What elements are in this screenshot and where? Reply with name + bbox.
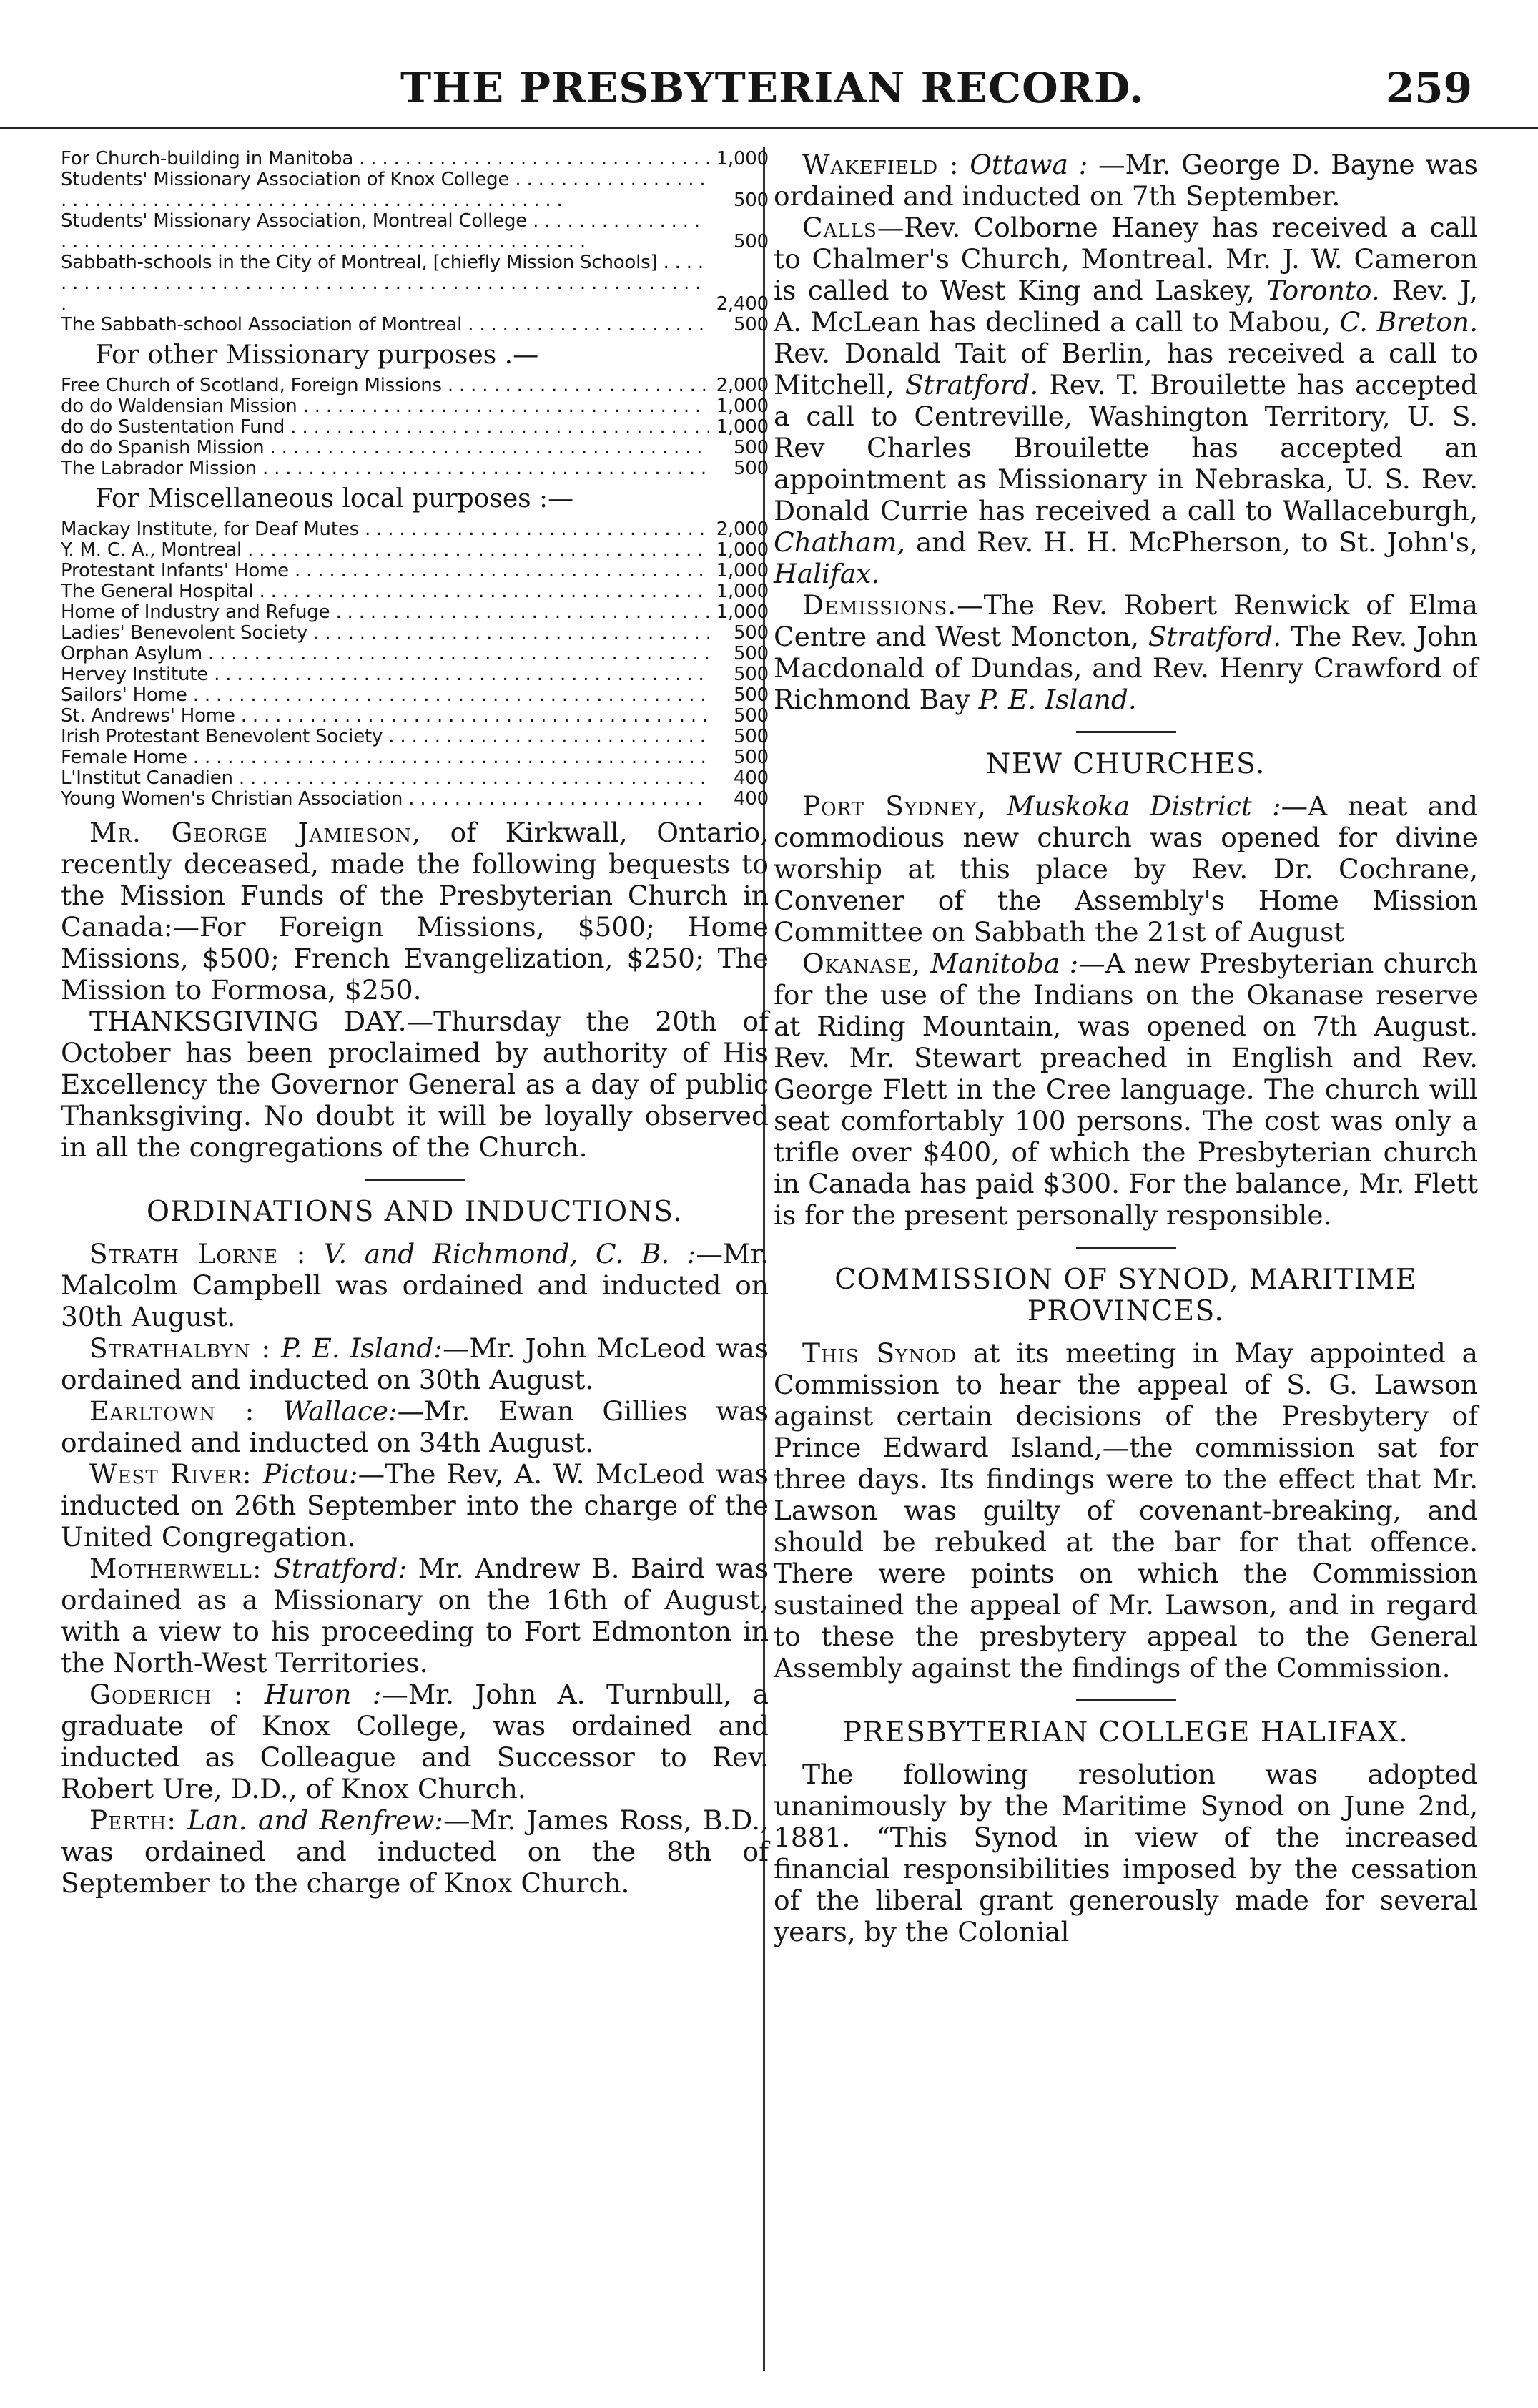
bequest-amount: 400 [733, 767, 769, 789]
bequest-amount: 1,000 [716, 395, 769, 417]
list-heading-missionary: For other Missionary purposes .— [95, 340, 539, 370]
bequest-row [61, 252, 769, 315]
right-column [774, 149, 1478, 1947]
left-column [61, 149, 769, 1899]
bequest-name: Sabbath-schools in the City of Montreal, [chiefly Mission Schools] . . . [61, 252, 709, 315]
bequest-amount: 500 [733, 705, 769, 727]
ordination-entry: West River: Pictou:—The Rev, A. W. McLeod was inducted on 26th September into the charge of the United Congregation. [61, 1458, 769, 1553]
bequest-name: The Labrador Mission . . . [61, 458, 709, 479]
bequest-name: For Church-building in Manitoba . . . [61, 149, 709, 169]
bequest-name: Y. M. C. A., Montreal . . . [61, 540, 709, 561]
commission-heading-line-1: COMMISSION OF SYNOD, MARITIME [834, 1264, 1417, 1296]
bequest-name: Irish Protestant Benevolent Society . . . [61, 727, 709, 747]
bequest-name: do do Spanish Mission . . . [61, 438, 709, 458]
bequest-name: Young Women's Christian Association . . . [61, 789, 709, 810]
running-head [0, 63, 1538, 129]
college-paragraph: The following resolution was adopted unanimously by the Maritime Synod on June 2nd, 1881. “This Synod in view of the increased financial responsibilities imposed by the cessation of the liberal grant generously made for several years, by the Colonial [774, 1759, 1478, 1947]
port-sydney-paragraph: Port Sydney, Muskoka District :—A neat and commodious new church was opened for divine worship at this place by Rev. Dr. Cochrane, Convener of the Assembly's Home Mission Committee on Sabbath the 21st of August [774, 790, 1479, 948]
bequest-name: Free Church of Scotland, Foreign Missions . . . [61, 375, 709, 396]
bequest-row [61, 602, 769, 623]
bequest-amount: 1,000 [716, 148, 769, 169]
bequest-row [61, 727, 769, 747]
bequest-amount: 500 [733, 622, 769, 644]
bequest-amount: 500 [733, 747, 769, 768]
ordination-entry: Goderich : Huron :—Mr. John A. Turnbull, a graduate of Knox College, was ordained and inducted as Colleague and Successor to Rev. Robert Ure, D.D., of Knox Church. [61, 1679, 769, 1804]
bequest-row [61, 540, 769, 561]
section-divider [1076, 1699, 1176, 1701]
bequest-name: Protestant Infants' Home . . . [61, 561, 709, 581]
demissions-paragraph: Demissions.—The Rev. Robert Renwick of Elma Centre and West Moncton, Stratford. The Rev. John Macdonald of Dundas, and Rev. Henry Crawford of Richmond Bay P. E. Island. [774, 589, 1478, 715]
commission-heading-line-2: PROVINCES. [1027, 1295, 1225, 1327]
calls-paragraph: Calls—Rev. Colborne Haney has received a call to Chalmer's Church, Montreal. Mr. J. W. Cameron is called to West King and Laskey, Toronto. Rev. J, A. McLean has declined a call to Mabou, C. Breton. Rev. Donald Tait of Berlin, has received a call to Mitchell, Stratford. Rev. T. Brouilette has accepted a call to Centreville, Washington Territory, U. S. Rev Charles Brouilette has accepted an appointment as Missionary in Nebraska, U. S. Rev. Donald Currie has received a call to Wallaceburgh, Chatham, and Rev. H. H. McPherson, to St. John's, Halifax. [774, 212, 1478, 589]
bequest-row [61, 685, 769, 706]
bequest-amount: 1,000 [716, 601, 769, 623]
bequest-row [61, 706, 769, 727]
bequest-amount: 500 [733, 664, 769, 685]
bequest-name: Home of Industry and Refuge . . . [61, 602, 709, 623]
bequest-row [61, 211, 769, 252]
ordination-entry: Motherwell: Stratford: Mr. Andrew B. Baird was ordained as a Missionary on the 16th of August, with a view to his proceeding to Fort Edmonton in the North-West Territories. [61, 1553, 769, 1679]
wakefield-paragraph: Wakefield : Ottawa : —Mr. George D. Bayne was ordained and inducted on 7th September. [774, 149, 1479, 212]
bequest-amount: 500 [733, 726, 769, 747]
bequest-amount: 500 [733, 231, 769, 252]
bequest-amount: 2,400 [716, 293, 769, 315]
bequest-row [61, 458, 769, 479]
bequest-amount: 2,000 [716, 519, 769, 540]
bequest-row [61, 789, 769, 810]
bequest-row [61, 519, 769, 540]
jamieson-paragraph: Mr. George Jamieson, of Kirkwall, Ontario, recently deceased, made the following bequests to the Mission Funds of the Presbyterian Church in Canada:—For Foreign Missions, $500; Home Missions, $500; French Evangelization, $250; The Mission to Formosa, $250. [61, 817, 769, 1006]
list-heading-misc: For Miscellaneous local purposes :— [95, 484, 574, 513]
bequest-amount: 1,000 [716, 560, 769, 581]
bequest-name: Sailors' Home . . . [61, 685, 709, 706]
bequest-name: Mackay Institute, for Deaf Mutes . . . [61, 519, 709, 540]
bequest-name: St. Andrews' Home . . . [61, 706, 709, 727]
bequest-amount: 500 [733, 684, 769, 706]
bequest-row [61, 561, 769, 581]
college-heading: PRESBYTERIAN COLLEGE HALIFAX. [842, 1716, 1409, 1749]
bequest-name: do do Sustentation Fund . . . [61, 417, 709, 438]
bequest-name: Ladies' Benevolent Society . . . [61, 623, 709, 644]
page-number: 259 [1385, 64, 1472, 112]
commission-paragraph: This Synod at its meeting in May appointed a Commission to hear the appeal of S. G. Lawson against certain decisions of the Presbytery of Prince Edward Island,—the commission sat for three days. Its findings were to the effect that Mr. Lawson was guilty of covenant-breaking, and should be rebuked at the bar for that offence. There were points on which the Commission sustained the appeal of Mr. Lawson, and in regard to these the presbytery appeal to the General Assembly against the findings of the Commission. [774, 1337, 1479, 1684]
bequest-row [61, 768, 769, 789]
bequest-list-general [61, 149, 769, 335]
bequest-row [61, 417, 769, 438]
bequest-amount: 500 [733, 314, 769, 335]
bequest-name: do do Waldensian Mission . . . [61, 396, 709, 417]
bequest-amount: 1,000 [716, 581, 769, 602]
ordination-entry: Strathalbyn : P. E. Island:—Mr. John McLeod was ordained and inducted on 30th August. [61, 1332, 769, 1395]
thanksgiving-paragraph: THANKSGIVING DAY.—Thursday the 20th of October has been proclaimed by authority of His Excellency the Governor General as a day of public Thanksgiving. No doubt it will be loyally observed in all the congregations of the Church. [61, 1006, 769, 1163]
bequest-row [61, 747, 769, 768]
bequest-row [61, 375, 769, 396]
bequest-name: The Sabbath-school Association of Montreal . . . [61, 315, 709, 335]
section-divider [1076, 731, 1176, 733]
bequest-row [61, 623, 769, 644]
bequest-name: Female Home . . . [61, 747, 709, 768]
section-divider [1076, 1247, 1176, 1249]
bequest-row [61, 149, 769, 169]
bequest-amount: 400 [733, 788, 769, 810]
bequest-amount: 500 [733, 643, 769, 664]
section-divider [365, 1179, 465, 1181]
bequest-name: Students' Missionary Association of Knox College . . . [61, 169, 709, 211]
bequest-name: Orphan Asylum . . . [61, 644, 709, 664]
bequest-amount: 2,000 [716, 375, 769, 396]
bequest-row [61, 664, 769, 685]
bequest-row [61, 169, 769, 211]
bequest-list-misc [61, 519, 769, 810]
bequest-row [61, 396, 769, 417]
okanase-paragraph: Okanase, Manitoba :—A new Presbyterian church for the use of the Indians on the Okanase reserve at Riding Mountain, was opened on 7th August. Rev. Mr. Stewart preached in English and Rev. George Flett in the Cree language. The church will seat comfortably 100 persons. The cost was only a trifle over $400, of which the Presbyterian church in Canada has paid $300. For the balance, Mr. Flett is for the present personally responsible. [774, 948, 1478, 1231]
bequest-name: L'Institut Canadien . . . [61, 768, 709, 789]
ordinations-heading: ORDINATIONS AND INDUCTIONS. [146, 1196, 683, 1228]
ordinations-list [61, 1238, 769, 1899]
bequest-name: The General Hospital . . . [61, 581, 709, 602]
bequest-amount: 500 [733, 190, 769, 211]
bequest-row [61, 581, 769, 602]
ordination-entry: Strath Lorne : V. and Richmond, C. B. :—Mr. Malcolm Campbell was ordained and inducted on 30th August. [61, 1238, 769, 1332]
bequest-row [61, 315, 769, 335]
bequest-list-missionary [61, 375, 769, 479]
ordination-entry: Perth: Lan. and Renfrew:—Mr. James Ross, B.D., was ordained and inducted on the 8th of September to the charge of Knox Church. [61, 1804, 769, 1899]
bequest-amount: 500 [733, 437, 769, 458]
new-churches-heading: NEW CHURCHES. [986, 748, 1266, 780]
ordination-entry: Earltown : Wallace:—Mr. Ewan Gillies was ordained and inducted on 34th August. [61, 1395, 769, 1458]
bequest-amount: 1,000 [716, 416, 769, 438]
bequest-amount: 1,000 [716, 539, 769, 561]
bequest-amount: 500 [733, 458, 769, 479]
bequest-name: Hervey Institute . . . [61, 664, 709, 685]
bequest-row [61, 644, 769, 664]
journal-title: THE PRESBYTERIAN RECORD. [400, 64, 1145, 112]
bequest-name: Students' Missionary Association, Montreal College . . . [61, 211, 709, 252]
bequest-row [61, 438, 769, 458]
